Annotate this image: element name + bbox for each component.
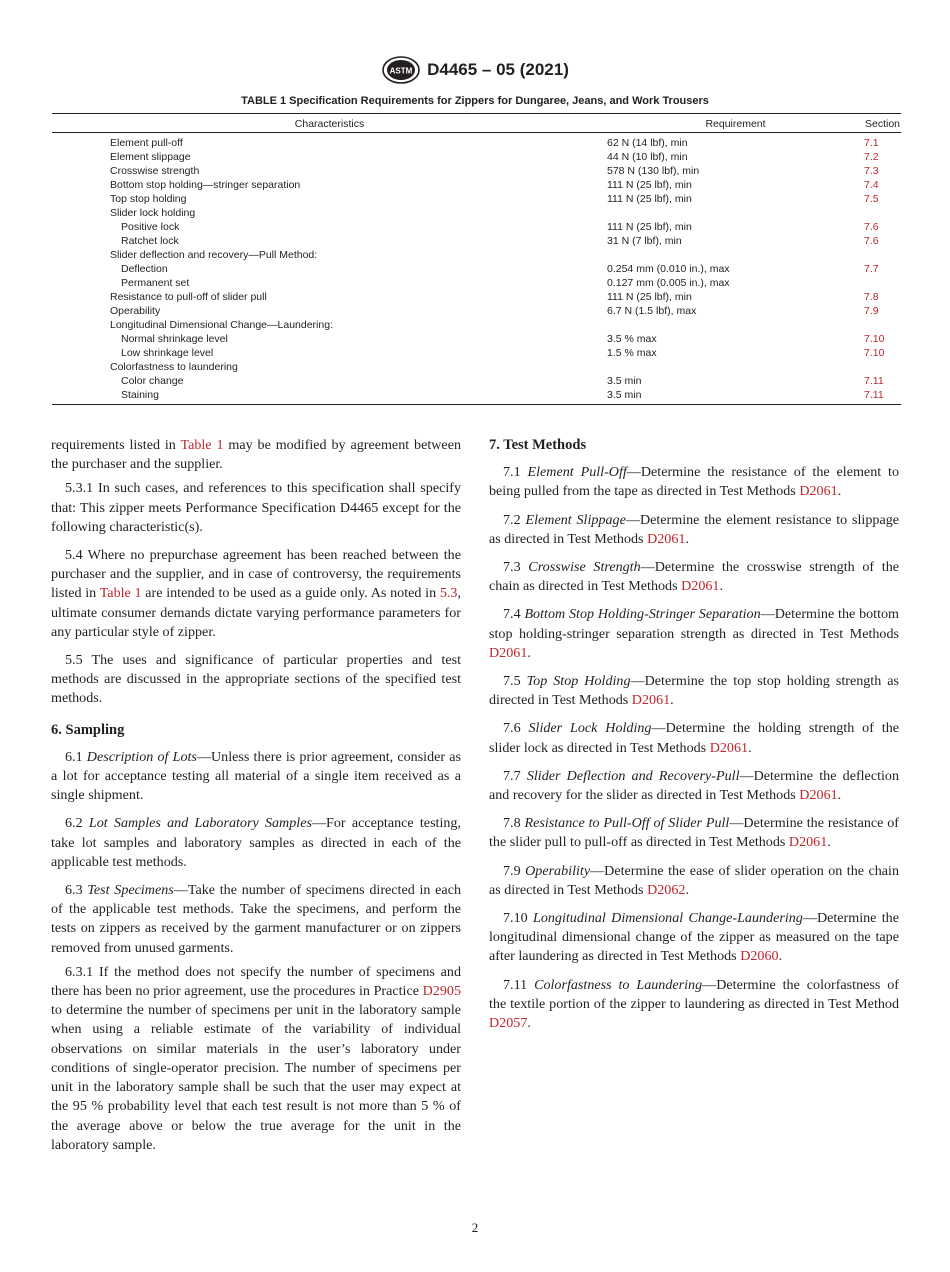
table-row <box>52 164 901 178</box>
cell-requirement: 1.5 % max <box>607 347 657 359</box>
section-heading-sampling: 6. Sampling <box>51 721 125 738</box>
cell-requirement: 111 N (25 lbf), min <box>607 291 692 303</box>
cell-characteristic: Staining <box>121 389 159 401</box>
link-test-method[interactable]: D2061 <box>681 578 720 595</box>
link-5-3[interactable]: 5.3 <box>439 585 458 602</box>
test-method-paragraph: 7.11 Colorfastness to Laundering—Determine the colorfastness of the textile portion of the zipper to laundering as directed in Test Method D2057. <box>489 976 899 1032</box>
link-table-1[interactable]: Table 1 <box>180 437 224 453</box>
cell-requirement: 31 N (7 lbf), min <box>607 235 682 247</box>
link-test-method[interactable]: D2061 <box>647 530 686 547</box>
table-row <box>52 388 901 405</box>
cell-characteristic: Permanent set <box>121 277 190 289</box>
cell-requirement: 44 N (10 lbf), min <box>607 151 688 163</box>
cell-section-link[interactable]: 7.2 <box>864 151 879 163</box>
cell-requirement: 62 N (14 lbf), min <box>607 137 688 149</box>
cell-requirement <box>607 360 864 374</box>
cell-characteristic: Color change <box>121 375 184 387</box>
cell-requirement: 0.254 mm (0.010 in.), max <box>607 263 730 275</box>
designation: D4465 – 05 (2021) <box>427 60 569 79</box>
table-header-row <box>52 114 901 133</box>
cell-section-link[interactable]: 7.10 <box>864 333 885 345</box>
test-method-paragraph: 7.6 Slider Lock Holding—Determine the holding strength of the slider lock as directed in Test Methods D2061. <box>489 720 899 756</box>
paragraph-5-5: 5.5 The uses and significance of particular properties and test methods are discussed in the appropriate sections of the specified test methods. <box>51 652 461 707</box>
table-row <box>52 220 901 234</box>
cell-characteristic: Element slippage <box>110 151 191 163</box>
cell-characteristic: Operability <box>110 305 161 317</box>
cell-requirement: 111 N (25 lbf), min <box>607 179 692 191</box>
logo-text: ASTM <box>389 66 413 76</box>
test-method-paragraph: 7.5 Top Stop Holding—Determine the top stop holding strength as directed in Test Methods D2061. <box>489 673 899 709</box>
cell-characteristic: Resistance to pull-off of slider pull <box>110 291 267 303</box>
cell-characteristic: Top stop holding <box>110 193 187 205</box>
cell-section-link[interactable]: 7.1 <box>864 137 879 149</box>
cell-requirement: 6.7 N (1.5 lbf), max <box>607 305 697 317</box>
cell-characteristic: Deflection <box>121 263 168 275</box>
cell-section-link[interactable]: 7.11 <box>864 389 884 401</box>
cell-requirement: 111 N (25 lbf), min <box>607 221 692 233</box>
cell-requirement: 578 N (130 lbf), min <box>607 165 700 177</box>
paragraph-6-1: 6.1 Description of Lots—Unless there is prior agreement, consider as a lot for acceptance testing all material of a single item received as a single shipment. <box>51 748 461 804</box>
table-row <box>52 290 901 304</box>
col-header-requirement: Requirement <box>607 114 864 133</box>
cell-characteristic: Bottom stop holding—stringer separation <box>110 179 301 191</box>
cell-section-link <box>864 360 901 374</box>
link-d2905[interactable]: D2905 <box>422 983 461 1000</box>
col-header-section: Section <box>864 114 901 133</box>
cell-section-link[interactable]: 7.10 <box>864 347 885 359</box>
cell-characteristic: Low shrinkage level <box>121 347 214 359</box>
table-body <box>52 133 901 405</box>
page-header <box>0 54 950 86</box>
cell-section-link[interactable]: 7.7 <box>864 263 879 275</box>
cell-requirement: 3.5 % max <box>607 333 657 345</box>
cell-section-link[interactable]: 7.6 <box>864 235 879 247</box>
table-row <box>52 248 901 262</box>
test-method-paragraph: 7.10 Longitudinal Dimensional Change-Laundering—Determine the longitudinal dimensional change of the zipper as measured on the tape after laundering as directed in Test Methods D2060. <box>489 910 899 965</box>
table-row <box>52 262 901 276</box>
link-test-method[interactable]: D2060 <box>740 948 779 965</box>
test-method-paragraph: 7.8 Resistance to Pull-Off of Slider Pull—Determine the resistance of the slider pull to pull-off as directed in Test Methods D2061. <box>489 815 900 851</box>
link-table-1[interactable]: Table 1 <box>99 585 142 602</box>
cell-characteristic: Colorfastness to laundering <box>110 361 238 373</box>
table-row <box>52 360 901 374</box>
col-header-characteristics: Characteristics <box>52 114 607 133</box>
table-title: TABLE 1 Specification Requirements for Zippers for Dungaree, Jeans, and Work Trousers <box>241 95 709 107</box>
paragraph-5-4: 5.4 Where no prepurchase agreement has been reached between the purchaser and the supplier, and in case of controversy, the requirements listed in Table 1 are intended to be used as a guide only. As noted in 5.3, ultimate consumer demands dictate varying performance parameters for any particular style of zipper. <box>51 547 462 640</box>
cell-characteristic: Element pull-off <box>110 137 183 149</box>
cell-section-link[interactable]: 7.11 <box>864 375 884 387</box>
paragraph-5-3-1: 5.3.1 In such cases, and references to this specification shall specify that: This zipper meets Performance Specification D4465 except for the following characteristic(s). <box>51 480 461 535</box>
table-row <box>52 304 901 318</box>
link-test-method[interactable]: D2057 <box>489 1015 528 1032</box>
table-row <box>52 206 901 220</box>
test-method-paragraph: 7.4 Bottom Stop Holding-Stringer Separation—Determine the bottom stop holding-stringer separation strength as directed in Test Methods D2061. <box>489 606 900 661</box>
test-method-paragraph: 7.7 Slider Deflection and Recovery-Pull—Determine the deflection and recovery for the slider as directed in Test Methods D2061. <box>489 767 899 804</box>
table-row <box>52 318 901 332</box>
cell-section-link[interactable]: 7.9 <box>864 305 879 317</box>
cell-requirement <box>607 206 864 220</box>
cell-characteristic: Longitudinal Dimensional Change—Laundering: <box>110 319 333 331</box>
link-test-method[interactable]: D2061 <box>788 834 828 851</box>
cell-characteristic: Slider lock holding <box>110 207 196 219</box>
cell-requirement: 0.127 mm (0.005 in.), max <box>607 277 730 289</box>
cell-requirement: 111 N (25 lbf), min <box>607 193 692 205</box>
table-row <box>52 332 901 346</box>
test-method-paragraph: 7.1 Element Pull-Off—Determine the resistance of the element to being pulled from the tape as directed in Test Methods D2061. <box>489 464 900 500</box>
paragraph-5-3-cont: requirements listed in Table 1 may be modified by agreement between the purchaser and the supplier. <box>51 437 461 473</box>
table-row <box>52 374 901 388</box>
paragraph-6-3-1: 6.3.1 If the method does not specify the number of specimens and there has been no prior agreement, use the procedures in Practice D2905 to determine the number of specimens per unit in the laboratory sample when using a reliable estimate of the variability of individual observations on similar materials in the user’s laboratory under conditions of single-operator precision. The number of specimens per unit in the laboratory sample shall be such that the user may expect at the 95 % probability level that each test result is not more than 5 % of the average above or below the true average for the unit in the laboratory sample. <box>51 963 461 1153</box>
cell-section-link[interactable]: 7.5 <box>864 193 879 205</box>
cell-requirement: 3.5 min <box>607 375 642 387</box>
spec-table <box>52 113 901 405</box>
link-test-method[interactable]: D2061 <box>799 483 838 500</box>
test-method-list <box>489 463 899 1033</box>
cell-section-link <box>864 248 901 262</box>
cell-section-link[interactable]: 7.6 <box>864 221 879 233</box>
link-test-method[interactable]: D2061 <box>489 644 528 661</box>
test-method-paragraph: 7.9 Operability—Determine the ease of slider operation on the chain as directed in Test Methods D2062. <box>489 862 899 898</box>
table-row <box>52 192 901 206</box>
cell-requirement <box>607 318 864 332</box>
cell-section-link[interactable]: 7.4 <box>864 179 879 191</box>
cell-section-link[interactable]: 7.8 <box>864 291 879 303</box>
table-row <box>52 346 901 360</box>
cell-characteristic: Positive lock <box>121 221 180 233</box>
table-row <box>52 178 901 192</box>
table-row <box>52 133 901 151</box>
link-test-method[interactable]: D2062 <box>647 881 686 898</box>
table-row <box>52 150 901 164</box>
table-row <box>52 234 901 248</box>
right-column <box>489 436 899 1038</box>
cell-section-link <box>864 318 901 332</box>
cell-section-link <box>864 206 901 220</box>
test-method-paragraph: 7.3 Crosswise Strength—Determine the crosswise strength of the chain as directed in Test Methods D2061. <box>489 559 899 595</box>
cell-characteristic: Slider deflection and recovery—Pull Method: <box>110 249 318 261</box>
left-column <box>51 436 461 1160</box>
link-test-method[interactable]: D2061 <box>631 692 671 709</box>
cell-characteristic: Ratchet lock <box>121 235 179 247</box>
section-heading-test-methods: 7. Test Methods <box>489 437 587 453</box>
page-number: 2 <box>471 1220 479 1235</box>
table-row <box>52 276 901 290</box>
link-test-method[interactable]: D2061 <box>709 739 749 756</box>
paragraph-6-3: 6.3 Test Specimens—Take the number of specimens directed in each of the applicable test methods. Take the specimens, and perform the tests on zippers as received by the garment manufacturer or on zippers removed from unused garments. <box>51 882 461 956</box>
cell-characteristic: Normal shrinkage level <box>121 333 228 345</box>
test-method-paragraph: 7.2 Element Slippage—Determine the element resistance to slippage as directed in Test Methods D2061. <box>489 511 900 547</box>
cell-requirement <box>607 248 864 262</box>
cell-characteristic: Crosswise strength <box>110 165 200 177</box>
cell-requirement: 3.5 min <box>607 389 642 401</box>
link-test-method[interactable]: D2061 <box>799 787 838 804</box>
astm-logo <box>381 55 421 85</box>
paragraph-6-2: 6.2 Lot Samples and Laboratory Samples—For acceptance testing, take lot samples and laboratory samples as directed in each of the applicable test methods. <box>51 815 461 870</box>
cell-section-link <box>864 276 901 290</box>
cell-section-link[interactable]: 7.3 <box>864 165 879 177</box>
